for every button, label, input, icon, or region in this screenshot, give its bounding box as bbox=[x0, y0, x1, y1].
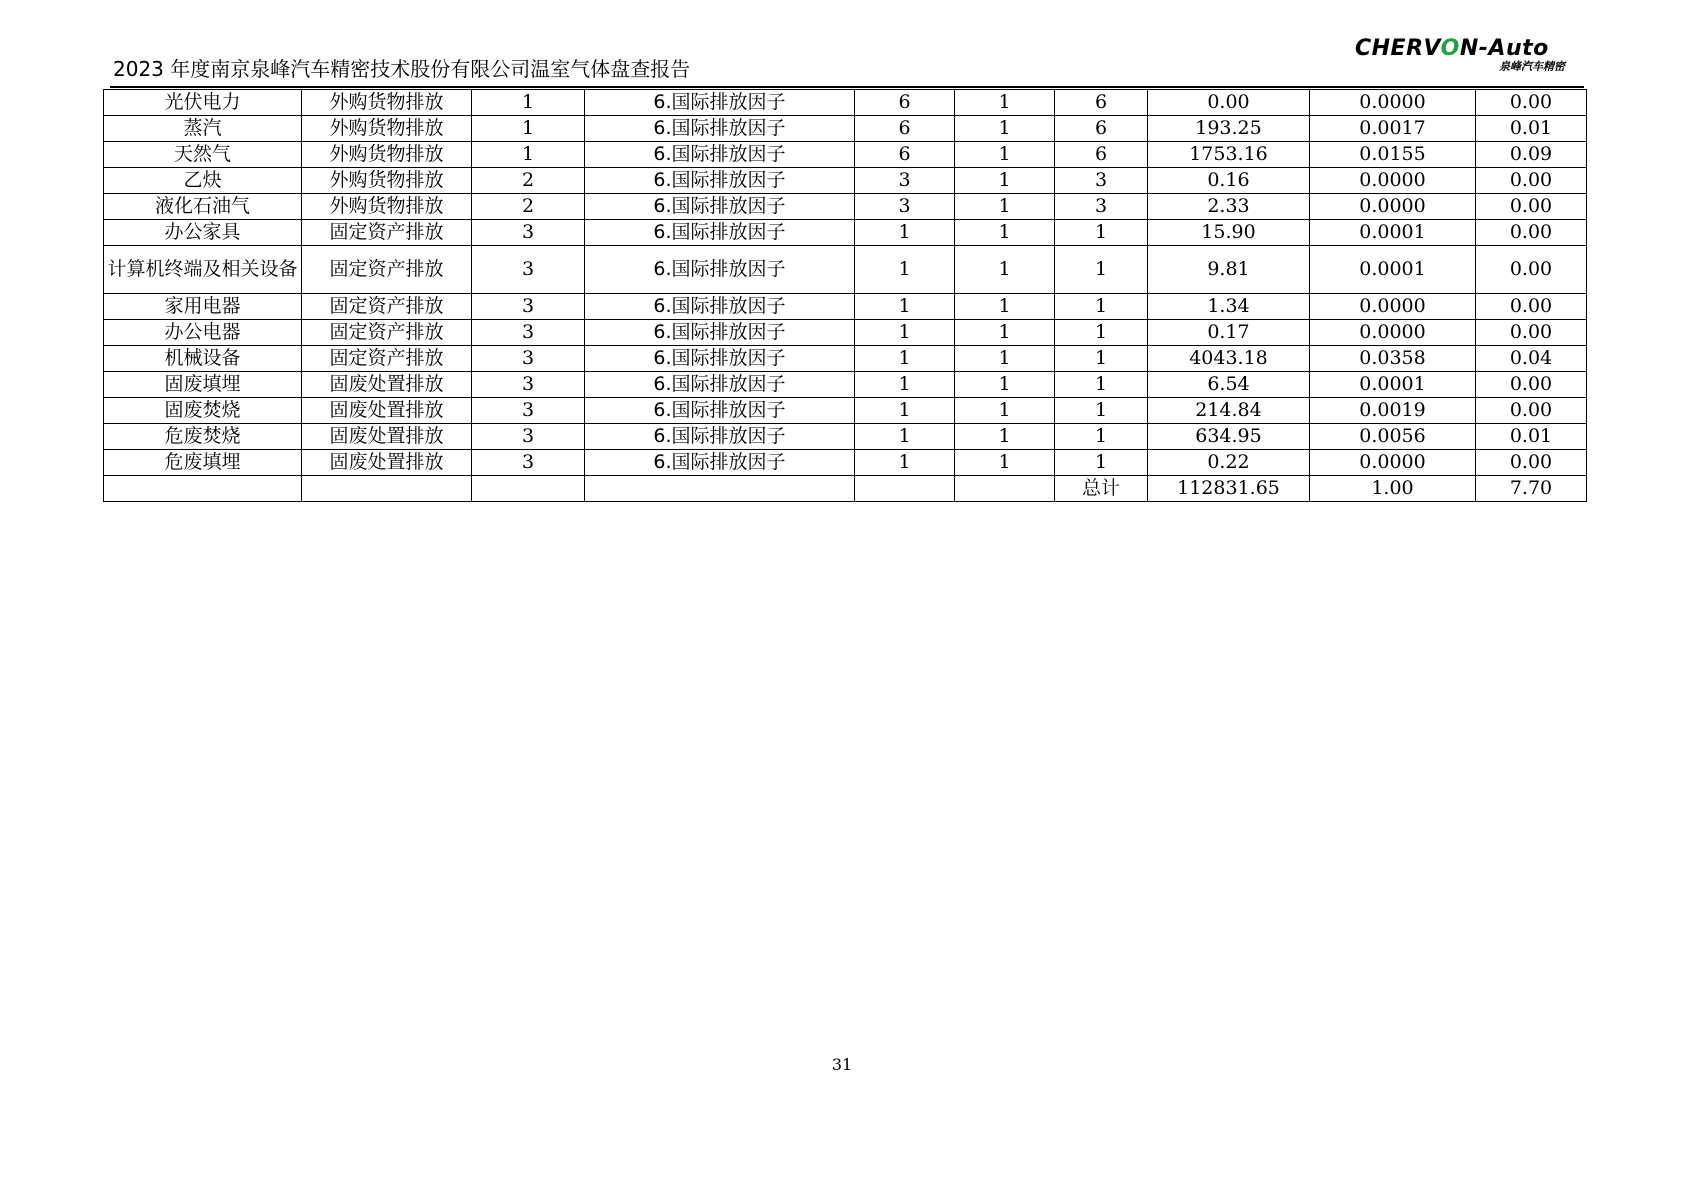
cell-weighted-score: 0.04 bbox=[1476, 346, 1587, 372]
cell-factor: 6.国际排放因子 bbox=[585, 220, 855, 246]
cell-source: 机械设备 bbox=[104, 346, 302, 372]
cell-source: 家用电器 bbox=[104, 294, 302, 320]
cell-factor: 6.国际排放因子 bbox=[585, 294, 855, 320]
cell-score-b: 1 bbox=[955, 372, 1055, 398]
cell-factor: 6.国际排放因子 bbox=[585, 142, 855, 168]
table-row bbox=[104, 220, 1587, 246]
table-row bbox=[104, 194, 1587, 220]
cell-score-b: 1 bbox=[955, 246, 1055, 294]
cell-source: 危废填埋 bbox=[104, 450, 302, 476]
cell-score-a: 1 bbox=[855, 372, 955, 398]
cell-score-a: 6 bbox=[855, 142, 955, 168]
cell-level: 3 bbox=[472, 294, 585, 320]
cell-category: 固定资产排放 bbox=[302, 220, 472, 246]
table-row bbox=[104, 450, 1587, 476]
cell-weighted-score: 0.00 bbox=[1476, 398, 1587, 424]
cell-share: 0.0000 bbox=[1310, 320, 1476, 346]
cell-level: 3 bbox=[472, 424, 585, 450]
cell-share: 0.0000 bbox=[1310, 168, 1476, 194]
cell-score-b: 1 bbox=[955, 398, 1055, 424]
cell-share: 0.0000 bbox=[1310, 194, 1476, 220]
empty-cell bbox=[472, 476, 585, 502]
cell-weighted-score: 0.00 bbox=[1476, 194, 1587, 220]
cell-share: 0.0000 bbox=[1310, 450, 1476, 476]
cell-level: 3 bbox=[472, 372, 585, 398]
cell-source: 固废焚烧 bbox=[104, 398, 302, 424]
cell-category: 固定资产排放 bbox=[302, 246, 472, 294]
cell-score-c: 1 bbox=[1055, 294, 1148, 320]
cell-score-a: 3 bbox=[855, 168, 955, 194]
cell-weighted-score: 0.00 bbox=[1476, 220, 1587, 246]
cell-weighted-score: 0.01 bbox=[1476, 424, 1587, 450]
cell-source: 固废填埋 bbox=[104, 372, 302, 398]
cell-weighted-score: 0.00 bbox=[1476, 320, 1587, 346]
cell-emission: 214.84 bbox=[1148, 398, 1310, 424]
table-row bbox=[104, 294, 1587, 320]
cell-score-a: 6 bbox=[855, 116, 955, 142]
cell-factor: 6.国际排放因子 bbox=[585, 246, 855, 294]
cell-emission: 0.16 bbox=[1148, 168, 1310, 194]
cell-factor: 6.国际排放因子 bbox=[585, 424, 855, 450]
emission-table bbox=[103, 89, 1587, 502]
cell-weighted-score: 0.00 bbox=[1476, 372, 1587, 398]
cell-score-c: 1 bbox=[1055, 246, 1148, 294]
cell-emission: 15.90 bbox=[1148, 220, 1310, 246]
cell-level: 3 bbox=[472, 220, 585, 246]
cell-factor: 6.国际排放因子 bbox=[585, 194, 855, 220]
cell-factor: 6.国际排放因子 bbox=[585, 168, 855, 194]
cell-level: 1 bbox=[472, 90, 585, 116]
cell-category: 固废处置排放 bbox=[302, 450, 472, 476]
cell-level: 3 bbox=[472, 346, 585, 372]
cell-score-b: 1 bbox=[955, 116, 1055, 142]
cell-score-a: 1 bbox=[855, 320, 955, 346]
cell-emission: 0.00 bbox=[1148, 90, 1310, 116]
cell-level: 3 bbox=[472, 450, 585, 476]
cell-category: 外购货物排放 bbox=[302, 116, 472, 142]
page-number: 31 bbox=[831, 1055, 853, 1074]
logo-chinese-name: 泉峰汽车精密 bbox=[1499, 60, 1565, 73]
empty-cell bbox=[855, 476, 955, 502]
cell-share: 0.0017 bbox=[1310, 116, 1476, 142]
table-row bbox=[104, 116, 1587, 142]
cell-factor: 6.国际排放因子 bbox=[585, 90, 855, 116]
cell-emission: 634.95 bbox=[1148, 424, 1310, 450]
cell-factor: 6.国际排放因子 bbox=[585, 372, 855, 398]
table-row bbox=[104, 320, 1587, 346]
cell-source: 危废焚烧 bbox=[104, 424, 302, 450]
cell-score-a: 1 bbox=[855, 398, 955, 424]
cell-level: 2 bbox=[472, 168, 585, 194]
cell-score-b: 1 bbox=[955, 346, 1055, 372]
cell-score-a: 1 bbox=[855, 246, 955, 294]
cell-score-b: 1 bbox=[955, 450, 1055, 476]
cell-emission: 193.25 bbox=[1148, 116, 1310, 142]
cell-score-a: 1 bbox=[855, 346, 955, 372]
cell-share: 0.0019 bbox=[1310, 398, 1476, 424]
cell-score-c: 1 bbox=[1055, 320, 1148, 346]
table-row bbox=[104, 246, 1587, 294]
report-title: 2023 年度南京泉峰汽车精密技术股份有限公司温室气体盘查报告 bbox=[113, 57, 691, 81]
cell-source: 办公电器 bbox=[104, 320, 302, 346]
cell-score-c: 1 bbox=[1055, 372, 1148, 398]
cell-score-a: 3 bbox=[855, 194, 955, 220]
cell-source: 液化石油气 bbox=[104, 194, 302, 220]
cell-factor: 6.国际排放因子 bbox=[585, 398, 855, 424]
table-row bbox=[104, 372, 1587, 398]
total-emission: 112831.65 bbox=[1148, 476, 1310, 502]
cell-score-c: 1 bbox=[1055, 424, 1148, 450]
cell-share: 0.0000 bbox=[1310, 294, 1476, 320]
cell-score-b: 1 bbox=[955, 294, 1055, 320]
cell-score-c: 6 bbox=[1055, 90, 1148, 116]
table-row bbox=[104, 424, 1587, 450]
cell-category: 外购货物排放 bbox=[302, 90, 472, 116]
total-score: 7.70 bbox=[1476, 476, 1587, 502]
cell-share: 0.0000 bbox=[1310, 90, 1476, 116]
cell-share: 0.0056 bbox=[1310, 424, 1476, 450]
cell-category: 固废处置排放 bbox=[302, 424, 472, 450]
cell-share: 0.0155 bbox=[1310, 142, 1476, 168]
cell-category: 固废处置排放 bbox=[302, 372, 472, 398]
cell-score-c: 1 bbox=[1055, 220, 1148, 246]
cell-emission: 4043.18 bbox=[1148, 346, 1310, 372]
cell-weighted-score: 0.09 bbox=[1476, 142, 1587, 168]
cell-share: 0.0001 bbox=[1310, 220, 1476, 246]
cell-category: 固定资产排放 bbox=[302, 294, 472, 320]
cell-emission: 1753.16 bbox=[1148, 142, 1310, 168]
cell-level: 3 bbox=[472, 246, 585, 294]
header-divider bbox=[110, 86, 1584, 88]
cell-source: 计算机终端及相关设备 bbox=[104, 246, 302, 294]
logo-wordmark: CHERVON-Auto bbox=[1355, 36, 1549, 61]
cell-score-a: 1 bbox=[855, 294, 955, 320]
company-logo bbox=[1355, 36, 1565, 78]
empty-cell bbox=[585, 476, 855, 502]
cell-share: 0.0001 bbox=[1310, 246, 1476, 294]
empty-cell bbox=[104, 476, 302, 502]
cell-source: 蒸汽 bbox=[104, 116, 302, 142]
empty-cell bbox=[302, 476, 472, 502]
cell-score-a: 1 bbox=[855, 450, 955, 476]
cell-category: 固定资产排放 bbox=[302, 320, 472, 346]
cell-score-b: 1 bbox=[955, 220, 1055, 246]
cell-score-c: 1 bbox=[1055, 346, 1148, 372]
cell-category: 固废处置排放 bbox=[302, 398, 472, 424]
cell-score-c: 6 bbox=[1055, 116, 1148, 142]
cell-score-b: 1 bbox=[955, 320, 1055, 346]
cell-weighted-score: 0.01 bbox=[1476, 116, 1587, 142]
cell-score-c: 6 bbox=[1055, 142, 1148, 168]
cell-share: 0.0358 bbox=[1310, 346, 1476, 372]
table-row bbox=[104, 142, 1587, 168]
empty-cell bbox=[955, 476, 1055, 502]
cell-emission: 1.34 bbox=[1148, 294, 1310, 320]
table-row bbox=[104, 398, 1587, 424]
cell-level: 3 bbox=[472, 398, 585, 424]
cell-source: 办公家具 bbox=[104, 220, 302, 246]
cell-level: 2 bbox=[472, 194, 585, 220]
cell-score-a: 1 bbox=[855, 220, 955, 246]
cell-share: 0.0001 bbox=[1310, 372, 1476, 398]
table-row bbox=[104, 168, 1587, 194]
cell-level: 1 bbox=[472, 142, 585, 168]
cell-factor: 6.国际排放因子 bbox=[585, 320, 855, 346]
cell-score-b: 1 bbox=[955, 168, 1055, 194]
cell-emission: 0.22 bbox=[1148, 450, 1310, 476]
total-row bbox=[104, 476, 1587, 502]
cell-score-b: 1 bbox=[955, 194, 1055, 220]
cell-source: 乙炔 bbox=[104, 168, 302, 194]
cell-emission: 2.33 bbox=[1148, 194, 1310, 220]
cell-score-b: 1 bbox=[955, 90, 1055, 116]
cell-category: 外购货物排放 bbox=[302, 168, 472, 194]
cell-weighted-score: 0.00 bbox=[1476, 294, 1587, 320]
cell-level: 1 bbox=[472, 116, 585, 142]
cell-weighted-score: 0.00 bbox=[1476, 450, 1587, 476]
table-row bbox=[104, 90, 1587, 116]
cell-score-c: 1 bbox=[1055, 450, 1148, 476]
table-body bbox=[104, 90, 1587, 502]
cell-emission: 6.54 bbox=[1148, 372, 1310, 398]
cell-score-a: 1 bbox=[855, 424, 955, 450]
cell-source: 天然气 bbox=[104, 142, 302, 168]
cell-category: 外购货物排放 bbox=[302, 194, 472, 220]
cell-score-b: 1 bbox=[955, 142, 1055, 168]
total-share: 1.00 bbox=[1310, 476, 1476, 502]
total-label: 总计 bbox=[1055, 476, 1148, 502]
cell-category: 外购货物排放 bbox=[302, 142, 472, 168]
table-row bbox=[104, 346, 1587, 372]
cell-score-a: 6 bbox=[855, 90, 955, 116]
cell-source: 光伏电力 bbox=[104, 90, 302, 116]
cell-weighted-score: 0.00 bbox=[1476, 90, 1587, 116]
cell-factor: 6.国际排放因子 bbox=[585, 346, 855, 372]
cell-factor: 6.国际排放因子 bbox=[585, 450, 855, 476]
cell-score-c: 3 bbox=[1055, 194, 1148, 220]
cell-factor: 6.国际排放因子 bbox=[585, 116, 855, 142]
cell-score-c: 1 bbox=[1055, 398, 1148, 424]
cell-level: 3 bbox=[472, 320, 585, 346]
cell-score-b: 1 bbox=[955, 424, 1055, 450]
cell-score-c: 3 bbox=[1055, 168, 1148, 194]
cell-weighted-score: 0.00 bbox=[1476, 168, 1587, 194]
cell-emission: 9.81 bbox=[1148, 246, 1310, 294]
cell-weighted-score: 0.00 bbox=[1476, 246, 1587, 294]
cell-emission: 0.17 bbox=[1148, 320, 1310, 346]
cell-category: 固定资产排放 bbox=[302, 346, 472, 372]
